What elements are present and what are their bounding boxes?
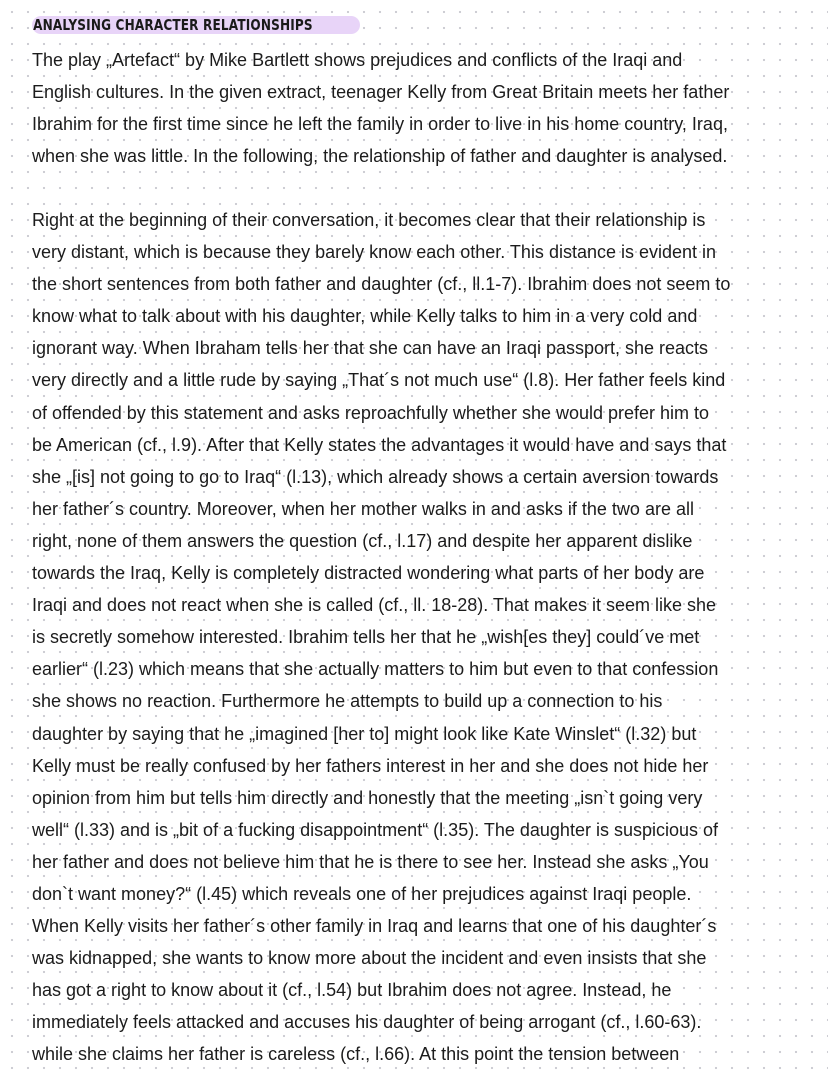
text-line: very distant, which is because they barely know each other. This distance is evident in	[32, 242, 717, 263]
text-line: immediately feels attacked and accuses his daughter of being arrogant (cf., l.60-63).	[32, 1012, 702, 1033]
text-line: is secretly somehow interested. Ibrahim tells her that he „wish[es they] could´ve met	[32, 627, 700, 648]
text-line: while she claims her father is careless (cf., l.66). At this point the tension between	[32, 1044, 680, 1065]
text-line: towards the Iraq, Kelly is completely distracted wondering what parts of her body are	[32, 563, 705, 584]
text-line: of offended by this statement and asks reproachfully whether she would prefer him to	[32, 402, 710, 423]
text-line: When Kelly visits her father´s other family in Iraq and learns that one of his daughter´s	[32, 916, 717, 937]
text-line: don`t want money?“ (l.45) which reveals one of her prejudices against Iraqi people.	[32, 883, 692, 904]
text-line: the short sentences from both father and daughter (cf., ll.1-7). Ibrahim does not seem to	[32, 274, 731, 295]
text-line: well“ (l.33) and is „bit of a fucking disappointment“ (l.35). The daughter is suspicious of	[32, 819, 719, 840]
page-title: ANALYSING CHARACTER RELATIONSHIPS	[33, 16, 313, 34]
text-line: English cultures. In the given extract, teenager Kelly from Great Britain meets her father	[32, 82, 730, 103]
intro-paragraph	[32, 44, 822, 172]
text-line: very directly and a little rude by saying „That´s not much use“ (l.8). Her father feels kind	[32, 370, 726, 391]
text-line: Ibrahim for the first time since he left the family in order to live in his home country, Iraq,	[32, 114, 728, 135]
text-line: she „[is] not going to go to Iraq“ (l.13), which already shows a certain aversion towards	[32, 466, 719, 487]
text-line: her father´s country. Moreover, when her mother walks in and asks if the two are all	[32, 498, 694, 519]
text-line: her father and does not believe him that he is there to see her. Instead she asks „You	[32, 851, 709, 872]
title-block	[30, 12, 393, 38]
text-line: when she was little. In the following, the relationship of father and daughter is analysed.	[32, 146, 728, 167]
text-line: opinion from him but tells him directly and honestly that the meeting „isn`t going very	[32, 787, 703, 808]
text-line: ignorant way. When Ibraham tells her that she can have an Iraqi passport, she reacts	[32, 338, 709, 359]
text-line: daughter by saying that he „imagined [her to] might look like Kate Winslet“ (l.32) but	[32, 723, 697, 744]
text-line: know what to talk about with his daughter, while Kelly talks to him in a very cold and	[32, 306, 698, 327]
text-line: be American (cf., l.9). After that Kelly states the advantages it would have and says that	[32, 434, 727, 455]
text-line: was kidnapped, she wants to know more about the incident and even insists that she	[32, 948, 707, 969]
text-line: she shows no reaction. Furthermore he attempts to build up a connection to his	[32, 691, 663, 712]
analysis-paragraph	[32, 204, 822, 1071]
text-line: Iraqi and does not react when she is called (cf., ll. 18-28). That makes it seem like she	[32, 595, 716, 616]
text-line: right, none of them answers the question (cf., l.17) and despite her apparent dislike	[32, 530, 693, 551]
text-line: Right at the beginning of their conversation, it becomes clear that their relationship is	[32, 210, 706, 230]
text-line: The play „Artefact“ by Mike Bartlett shows prejudices and conflicts of the Iraqi and	[32, 50, 683, 70]
text-line: earlier“ (l.23) which means that she actually matters to him but even to that confession	[32, 659, 719, 680]
text-line: Kelly must be really confused by her fathers interest in her and she does not hide her	[32, 755, 709, 776]
text-line: has got a right to know about it (cf., l.54) but Ibrahim does not agree. Instead, he	[32, 980, 672, 1001]
